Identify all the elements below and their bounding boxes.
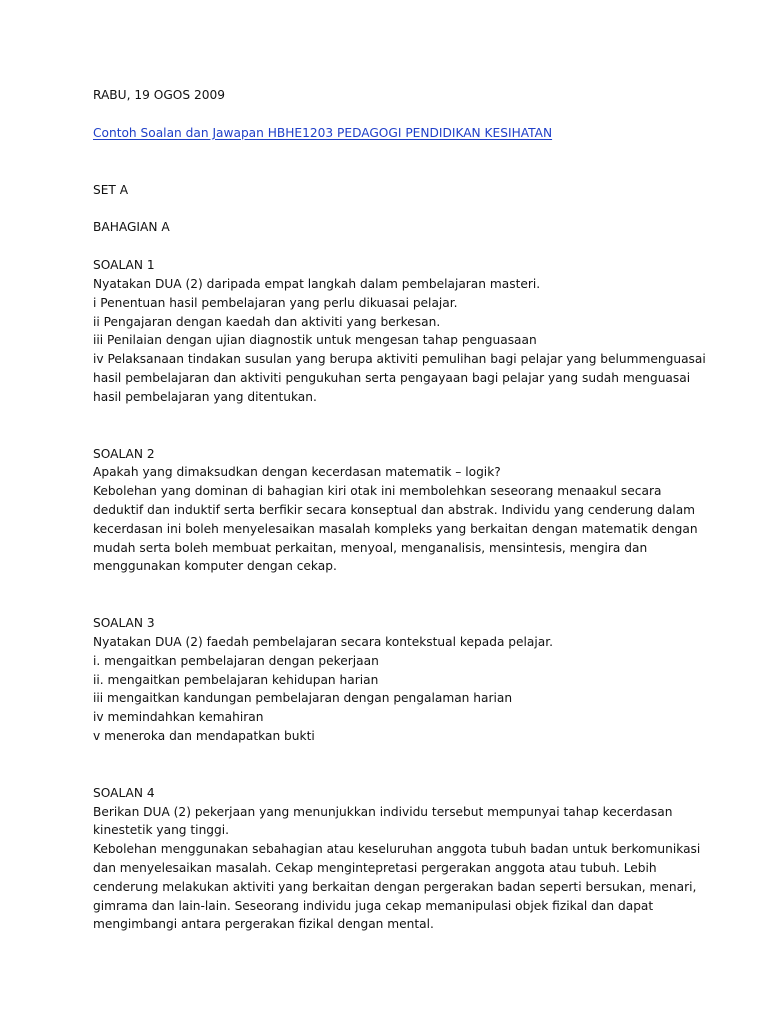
- question-line: gimrama dan lain-lain. Seseorang individu juga cekap memanipulasi objek fizikal dan dapat: [93, 898, 654, 913]
- question-line: v meneroka dan mendapatkan bukti: [93, 728, 315, 743]
- question-line: Nyatakan DUA (2) faedah pembelajaran secara kontekstual kepada pelajar.: [93, 634, 553, 649]
- document-page: [93, 86, 733, 934]
- question-line: deduktif dan induktif serta berfikir secara konseptual dan abstrak. Individu yang cenderung dalam: [93, 502, 696, 517]
- question-line: ii. mengaitkan pembelajaran kehidupan harian: [93, 672, 379, 687]
- question-line: Kebolehan menggunakan sebahagian atau keseluruhan anggota tubuh badan untuk berkomunikasi: [93, 842, 701, 857]
- question-heading: SOALAN 2: [93, 446, 155, 461]
- question-line: menggunakan komputer dengan cekap.: [93, 559, 337, 574]
- question-line: iii Penilaian dengan ujian diagnostik untuk mengesan tahap penguasaan: [93, 333, 537, 348]
- question-line: ii Pengajaran dengan kaedah dan aktiviti yang berkesan.: [93, 314, 441, 329]
- spacer: [93, 576, 733, 614]
- question-line: i. mengaitkan pembelajaran dengan pekerjaan: [93, 653, 379, 668]
- question-heading: SOALAN 1: [93, 258, 155, 273]
- section-label: BAHAGIAN A: [93, 220, 170, 235]
- post-date: RABU, 19 OGOS 2009: [93, 88, 225, 102]
- question-line: i Penentuan hasil pembelajaran yang perlu dikuasai pelajar.: [93, 295, 458, 310]
- question-line: dan menyelesaikan masalah. Cekap mengintepretasi pergerakan anggota atau tubuh. Lebih: [93, 860, 657, 875]
- spacer: [93, 105, 733, 124]
- question-line: hasil pembelajaran yang ditentukan.: [93, 389, 317, 404]
- spacer: [93, 237, 733, 256]
- question-line: Berikan DUA (2) pekerjaan yang menunjukkan individu tersebut mempunyai tahap kecerdasan: [93, 804, 673, 819]
- question-line: mengimbangi antara pergerakan fizikal dengan mental.: [93, 917, 434, 932]
- question-line: iv Pelaksanaan tindakan susulan yang berupa aktiviti pemulihan bagi pelajar yang belummenguasai: [93, 352, 706, 367]
- question-line: kinestetik yang tinggi.: [93, 823, 230, 838]
- question-heading: SOALAN 4: [93, 785, 155, 800]
- question-line: hasil pembelajaran dan aktiviti pengukuhan serta pengayaan bagi pelajar yang sudah menguasai: [93, 370, 691, 385]
- question-line: Kebolehan yang dominan di bahagian kiri otak ini membolehkan seseorang menaakul secara: [93, 484, 662, 499]
- question-4: [93, 784, 733, 934]
- question-line: iv memindahkan kemahiran: [93, 710, 264, 725]
- spacer: [93, 407, 733, 445]
- spacer: [93, 199, 733, 218]
- title-link[interactable]: Contoh Soalan dan Jawapan HBHE1203 PEDAGOGI PENDIDIKAN KESIHATAN: [93, 125, 553, 140]
- question-line: kecerdasan ini boleh menyelesaikan masalah kompleks yang berkaitan dengan matematik dengan: [93, 521, 698, 536]
- question-line: mudah serta boleh membuat perkaitan, menyoal, menganalisis, mensintesis, mengira dan: [93, 540, 648, 555]
- set-label: SET A: [93, 182, 129, 197]
- question-2: [93, 445, 733, 577]
- spacer: [93, 162, 733, 181]
- question-1: [93, 256, 733, 406]
- spacer: [93, 746, 733, 784]
- question-heading: SOALAN 3: [93, 616, 155, 631]
- question-line: iii mengaitkan kandungan pembelajaran dengan pengalaman harian: [93, 691, 513, 706]
- question-line: cenderung melakukan aktiviti yang berkaitan dengan pergerakan badan seperti bersukan, menari,: [93, 879, 697, 894]
- spacer: [93, 143, 733, 162]
- question-line: Nyatakan DUA (2) daripada empat langkah dalam pembelajaran masteri.: [93, 276, 541, 291]
- question-line: Apakah yang dimaksudkan dengan kecerdasan matematik – logik?: [93, 465, 501, 480]
- question-3: [93, 614, 733, 746]
